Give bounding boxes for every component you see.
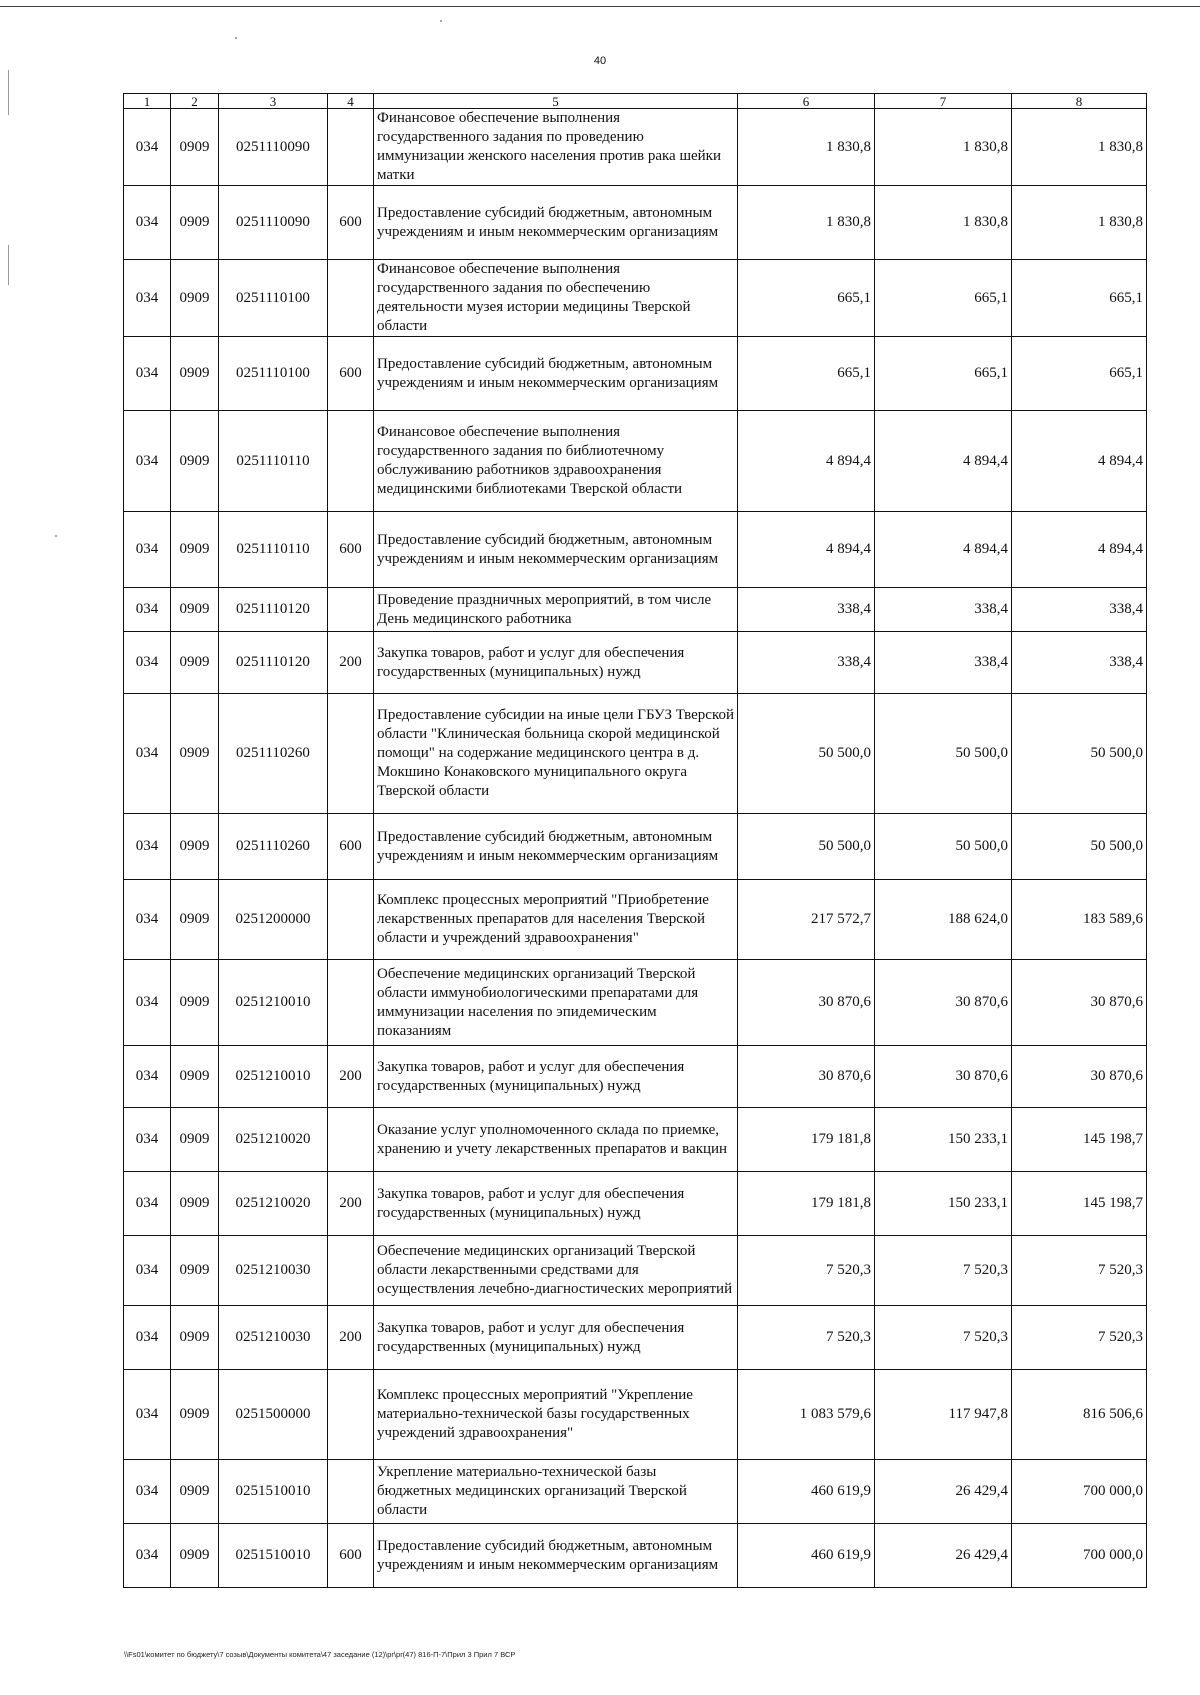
amount-col-8-cell: 4 894,4: [1012, 512, 1147, 588]
target-article-code-cell: 0251200000: [219, 880, 328, 960]
expense-type-code-cell: 600: [328, 1524, 374, 1588]
header-cell: 2: [171, 94, 219, 109]
amount-col-7-cell: 50 500,0: [875, 694, 1012, 814]
amount-col-8-cell: 665,1: [1012, 337, 1147, 411]
section-code-cell: 0909: [171, 1236, 219, 1306]
table-row: [124, 1370, 1147, 1460]
table-row: [124, 1460, 1147, 1524]
amount-col-7-cell: 7 520,3: [875, 1236, 1012, 1306]
amount-col-8-cell: 30 870,6: [1012, 1046, 1147, 1108]
table-row: [124, 337, 1147, 411]
target-article-code-cell: 0251110090: [219, 186, 328, 260]
target-article-code-cell: 0251110110: [219, 411, 328, 512]
amount-col-7-cell: 338,4: [875, 588, 1012, 632]
department-code-cell: 034: [124, 1108, 171, 1172]
target-article-code-cell: 0251500000: [219, 1370, 328, 1460]
amount-col-6-cell: 179 181,8: [738, 1108, 875, 1172]
expense-type-code-cell: 600: [328, 186, 374, 260]
amount-col-7-cell: 665,1: [875, 337, 1012, 411]
header-cell: 7: [875, 94, 1012, 109]
scan-speck: [440, 20, 442, 22]
department-code-cell: 034: [124, 1306, 171, 1370]
department-code-cell: 034: [124, 960, 171, 1046]
amount-col-7-cell: 150 233,1: [875, 1172, 1012, 1236]
amount-col-6-cell: 7 520,3: [738, 1236, 875, 1306]
table-row: [124, 512, 1147, 588]
table-row: [124, 880, 1147, 960]
amount-col-7-cell: 338,4: [875, 632, 1012, 694]
amount-col-8-cell: 665,1: [1012, 260, 1147, 337]
expense-type-code-cell: [328, 588, 374, 632]
description-cell: Обеспечение медицинских организаций Тверской области иммунобиологическими препаратами для иммунизации населения по эпидемическим показаниям: [374, 960, 738, 1046]
department-code-cell: 034: [124, 1172, 171, 1236]
description-cell: Предоставление субсидий бюджетным, автономным учреждениям и иным некоммерческим организациям: [374, 337, 738, 411]
page-number: 40: [593, 55, 607, 67]
amount-col-7-cell: 1 830,8: [875, 186, 1012, 260]
expense-type-code-cell: [328, 109, 374, 186]
amount-col-8-cell: 338,4: [1012, 588, 1147, 632]
target-article-code-cell: 0251110090: [219, 109, 328, 186]
table-row: [124, 1108, 1147, 1172]
scan-mark: [8, 245, 9, 285]
table-row: [124, 109, 1147, 186]
scan-speck: [235, 37, 237, 39]
amount-col-6-cell: 179 181,8: [738, 1172, 875, 1236]
amount-col-8-cell: 1 830,8: [1012, 186, 1147, 260]
target-article-code-cell: 0251110120: [219, 588, 328, 632]
expense-type-code-cell: 200: [328, 632, 374, 694]
amount-col-8-cell: 338,4: [1012, 632, 1147, 694]
expense-type-code-cell: [328, 960, 374, 1046]
section-code-cell: 0909: [171, 1108, 219, 1172]
table-body: [124, 109, 1147, 1588]
header-row: [124, 94, 1147, 109]
amount-col-6-cell: 338,4: [738, 632, 875, 694]
footer-file-path: \\Fs01\комитет по бюджету\7 созыв\Документы комитета\47 заседание (12)\pr\pr(47) 816-П-7\Прил 3 Прил 7 ВСР: [124, 1650, 516, 1659]
department-code-cell: 034: [124, 512, 171, 588]
target-article-code-cell: 0251110100: [219, 337, 328, 411]
amount-col-8-cell: 50 500,0: [1012, 694, 1147, 814]
amount-col-7-cell: 117 947,8: [875, 1370, 1012, 1460]
section-code-cell: 0909: [171, 1046, 219, 1108]
expense-type-code-cell: 600: [328, 512, 374, 588]
section-code-cell: 0909: [171, 588, 219, 632]
page-top-edge: [0, 6, 1200, 7]
amount-col-8-cell: 1 830,8: [1012, 109, 1147, 186]
table-row: [124, 694, 1147, 814]
expense-type-code-cell: 200: [328, 1306, 374, 1370]
description-cell: Закупка товаров, работ и услуг для обеспечения государственных (муниципальных) нужд: [374, 1172, 738, 1236]
scan-speck: [55, 535, 57, 537]
description-cell: Закупка товаров, работ и услуг для обеспечения государственных (муниципальных) нужд: [374, 632, 738, 694]
table-row: [124, 1172, 1147, 1236]
amount-col-8-cell: 7 520,3: [1012, 1236, 1147, 1306]
table-row: [124, 411, 1147, 512]
amount-col-8-cell: 700 000,0: [1012, 1524, 1147, 1588]
target-article-code-cell: 0251210020: [219, 1108, 328, 1172]
section-code-cell: 0909: [171, 1172, 219, 1236]
amount-col-8-cell: 183 589,6: [1012, 880, 1147, 960]
expense-type-code-cell: [328, 880, 374, 960]
description-cell: Закупка товаров, работ и услуг для обеспечения государственных (муниципальных) нужд: [374, 1046, 738, 1108]
expense-type-code-cell: 200: [328, 1172, 374, 1236]
department-code-cell: 034: [124, 186, 171, 260]
expense-type-code-cell: [328, 260, 374, 337]
expense-type-code-cell: 600: [328, 814, 374, 880]
amount-col-6-cell: 1 083 579,6: [738, 1370, 875, 1460]
header-cell: 5: [374, 94, 738, 109]
target-article-code-cell: 0251510010: [219, 1524, 328, 1588]
department-code-cell: 034: [124, 814, 171, 880]
target-article-code-cell: 0251110110: [219, 512, 328, 588]
table-row: [124, 1306, 1147, 1370]
department-code-cell: 034: [124, 1046, 171, 1108]
table-row: [124, 632, 1147, 694]
amount-col-7-cell: 4 894,4: [875, 411, 1012, 512]
amount-col-6-cell: 217 572,7: [738, 880, 875, 960]
amount-col-8-cell: 816 506,6: [1012, 1370, 1147, 1460]
header-cell: 4: [328, 94, 374, 109]
amount-col-8-cell: 145 198,7: [1012, 1172, 1147, 1236]
amount-col-8-cell: 30 870,6: [1012, 960, 1147, 1046]
target-article-code-cell: 0251110100: [219, 260, 328, 337]
table-row: [124, 960, 1147, 1046]
target-article-code-cell: 0251210010: [219, 1046, 328, 1108]
section-code-cell: 0909: [171, 814, 219, 880]
department-code-cell: 034: [124, 1460, 171, 1524]
table-row: [124, 1046, 1147, 1108]
amount-col-6-cell: 338,4: [738, 588, 875, 632]
amount-col-7-cell: 26 429,4: [875, 1524, 1012, 1588]
department-code-cell: 034: [124, 109, 171, 186]
section-code-cell: 0909: [171, 109, 219, 186]
budget-table: [123, 93, 1147, 1588]
amount-col-7-cell: 26 429,4: [875, 1460, 1012, 1524]
description-cell: Обеспечение медицинских организаций Тверской области лекарственными средствами для осуществления лечебно-диагностических мероприятий: [374, 1236, 738, 1306]
target-article-code-cell: 0251210030: [219, 1236, 328, 1306]
amount-col-7-cell: 50 500,0: [875, 814, 1012, 880]
amount-col-8-cell: 4 894,4: [1012, 411, 1147, 512]
department-code-cell: 034: [124, 337, 171, 411]
amount-col-8-cell: 700 000,0: [1012, 1460, 1147, 1524]
department-code-cell: 034: [124, 880, 171, 960]
amount-col-6-cell: 4 894,4: [738, 512, 875, 588]
expense-type-code-cell: [328, 1460, 374, 1524]
section-code-cell: 0909: [171, 1306, 219, 1370]
amount-col-7-cell: 188 624,0: [875, 880, 1012, 960]
section-code-cell: 0909: [171, 186, 219, 260]
target-article-code-cell: 0251110260: [219, 814, 328, 880]
expense-type-code-cell: 600: [328, 337, 374, 411]
target-article-code-cell: 0251110120: [219, 632, 328, 694]
section-code-cell: 0909: [171, 337, 219, 411]
amount-col-6-cell: 1 830,8: [738, 109, 875, 186]
amount-col-7-cell: 7 520,3: [875, 1306, 1012, 1370]
header-cell: 3: [219, 94, 328, 109]
expense-type-code-cell: [328, 1108, 374, 1172]
header-cell: 6: [738, 94, 875, 109]
section-code-cell: 0909: [171, 260, 219, 337]
target-article-code-cell: 0251210030: [219, 1306, 328, 1370]
description-cell: Предоставление субсидии на иные цели ГБУЗ Тверской области "Клиническая больница скорой медицинской помощи" на содержание медицинского центра в д. Мокшино Конаковского муниципального округа Тверской области: [374, 694, 738, 814]
amount-col-7-cell: 150 233,1: [875, 1108, 1012, 1172]
amount-col-6-cell: 50 500,0: [738, 694, 875, 814]
description-cell: Комплекс процессных мероприятий "Укрепление материально-технической базы государственных учреждений здравоохранения": [374, 1370, 738, 1460]
expense-type-code-cell: 200: [328, 1046, 374, 1108]
section-code-cell: 0909: [171, 1460, 219, 1524]
section-code-cell: 0909: [171, 1370, 219, 1460]
description-cell: Предоставление субсидий бюджетным, автономным учреждениям и иным некоммерческим организациям: [374, 1524, 738, 1588]
amount-col-7-cell: 665,1: [875, 260, 1012, 337]
amount-col-6-cell: 460 619,9: [738, 1524, 875, 1588]
amount-col-8-cell: 50 500,0: [1012, 814, 1147, 880]
description-cell: Проведение праздничных мероприятий, в том числе День медицинского работника: [374, 588, 738, 632]
department-code-cell: 034: [124, 411, 171, 512]
section-code-cell: 0909: [171, 411, 219, 512]
table-row: [124, 814, 1147, 880]
table-row: [124, 186, 1147, 260]
table-row: [124, 588, 1147, 632]
amount-col-6-cell: 460 619,9: [738, 1460, 875, 1524]
description-cell: Предоставление субсидий бюджетным, автономным учреждениям и иным некоммерческим организациям: [374, 814, 738, 880]
target-article-code-cell: 0251110260: [219, 694, 328, 814]
scan-mark: [8, 70, 9, 115]
amount-col-6-cell: 30 870,6: [738, 1046, 875, 1108]
amount-col-6-cell: 1 830,8: [738, 186, 875, 260]
amount-col-6-cell: 4 894,4: [738, 411, 875, 512]
section-code-cell: 0909: [171, 880, 219, 960]
amount-col-8-cell: 145 198,7: [1012, 1108, 1147, 1172]
description-cell: Оказание услуг уполномоченного склада по приемке, хранению и учету лекарственных препаратов и вакцин: [374, 1108, 738, 1172]
description-cell: Финансовое обеспечение выполнения государственного задания по библиотечному обслуживанию работников здравоохранения медицинскими библиотеками Тверской области: [374, 411, 738, 512]
expense-type-code-cell: [328, 411, 374, 512]
section-code-cell: 0909: [171, 512, 219, 588]
target-article-code-cell: 0251210020: [219, 1172, 328, 1236]
header-cell: 8: [1012, 94, 1147, 109]
amount-col-6-cell: 30 870,6: [738, 960, 875, 1046]
section-code-cell: 0909: [171, 1524, 219, 1588]
description-cell: Финансовое обеспечение выполнения государственного задания по проведению иммунизации женского населения против рака шейки матки: [374, 109, 738, 186]
amount-col-7-cell: 1 830,8: [875, 109, 1012, 186]
expense-type-code-cell: [328, 694, 374, 814]
amount-col-6-cell: 665,1: [738, 260, 875, 337]
amount-col-7-cell: 4 894,4: [875, 512, 1012, 588]
description-cell: Предоставление субсидий бюджетным, автономным учреждениям и иным некоммерческим организациям: [374, 186, 738, 260]
amount-col-6-cell: 7 520,3: [738, 1306, 875, 1370]
expense-type-code-cell: [328, 1236, 374, 1306]
department-code-cell: 034: [124, 1524, 171, 1588]
description-cell: Укрепление материально-технической базы бюджетных медицинских организаций Тверской области: [374, 1460, 738, 1524]
target-article-code-cell: 0251510010: [219, 1460, 328, 1524]
amount-col-7-cell: 30 870,6: [875, 960, 1012, 1046]
department-code-cell: 034: [124, 632, 171, 694]
department-code-cell: 034: [124, 260, 171, 337]
amount-col-8-cell: 7 520,3: [1012, 1306, 1147, 1370]
table-row: [124, 1236, 1147, 1306]
description-cell: Закупка товаров, работ и услуг для обеспечения государственных (муниципальных) нужд: [374, 1306, 738, 1370]
department-code-cell: 034: [124, 1236, 171, 1306]
section-code-cell: 0909: [171, 632, 219, 694]
description-cell: Финансовое обеспечение выполнения государственного задания по обеспечению деятельности музея истории медицины Тверской области: [374, 260, 738, 337]
department-code-cell: 034: [124, 1370, 171, 1460]
target-article-code-cell: 0251210010: [219, 960, 328, 1046]
header-cell: 1: [124, 94, 171, 109]
description-cell: Комплекс процессных мероприятий "Приобретение лекарственных препаратов для населения Тверской области и учреждений здравоохранения": [374, 880, 738, 960]
section-code-cell: 0909: [171, 694, 219, 814]
table-row: [124, 1524, 1147, 1588]
department-code-cell: 034: [124, 588, 171, 632]
description-cell: Предоставление субсидий бюджетным, автономным учреждениям и иным некоммерческим организациям: [374, 512, 738, 588]
department-code-cell: 034: [124, 694, 171, 814]
expense-type-code-cell: [328, 1370, 374, 1460]
amount-col-6-cell: 50 500,0: [738, 814, 875, 880]
amount-col-6-cell: 665,1: [738, 337, 875, 411]
amount-col-7-cell: 30 870,6: [875, 1046, 1012, 1108]
section-code-cell: 0909: [171, 960, 219, 1046]
table-row: [124, 260, 1147, 337]
